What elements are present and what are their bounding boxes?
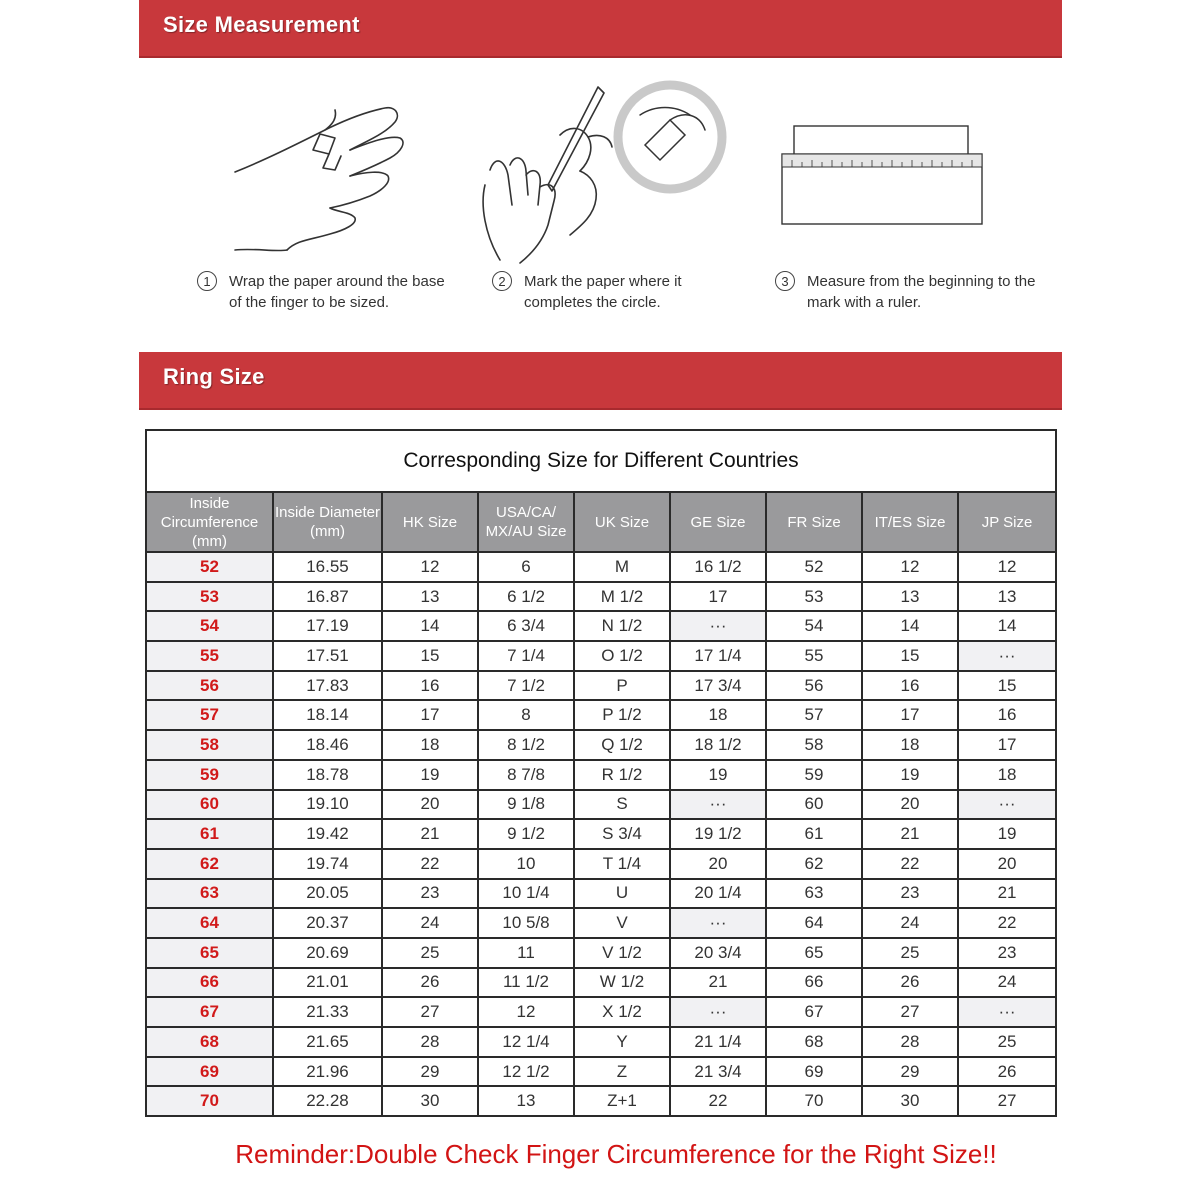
table-cell: 20 1/4: [670, 879, 766, 909]
table-cell: 19: [862, 760, 958, 790]
table-cell: 61: [766, 819, 862, 849]
table-cell: 16: [862, 671, 958, 701]
table-cell: 18: [862, 730, 958, 760]
table-cell: 70: [766, 1086, 862, 1116]
table-cell: 21.65: [273, 1027, 382, 1057]
table-cell: 18.78: [273, 760, 382, 790]
table-cell: 10 5/8: [478, 908, 574, 938]
table-cell: 19: [382, 760, 478, 790]
table-cell: 66: [766, 968, 862, 998]
table-cell: 53: [766, 582, 862, 612]
ruler-illustration: [778, 120, 988, 230]
table-cell: 12: [382, 552, 478, 582]
table-cell: 21 1/4: [670, 1027, 766, 1057]
circumference-cell: 62: [146, 849, 273, 879]
table-cell: 18.46: [273, 730, 382, 760]
circumference-cell: 64: [146, 908, 273, 938]
table-cell: 22: [862, 849, 958, 879]
table-row: [146, 938, 1056, 968]
table-cell: 19.10: [273, 790, 382, 820]
circumference-cell: 55: [146, 641, 273, 671]
table-cell: 25: [382, 938, 478, 968]
table-cell: 63: [766, 879, 862, 909]
table-cell: 28: [862, 1027, 958, 1057]
column-header: IT/ES Size: [862, 492, 958, 552]
table-row: [146, 1086, 1056, 1116]
table-row: [146, 641, 1056, 671]
table-cell: 21.01: [273, 968, 382, 998]
table-cell: P: [574, 671, 670, 701]
table-cell: 22.28: [273, 1086, 382, 1116]
table-cell: 18: [958, 760, 1056, 790]
table-cell: 21: [670, 968, 766, 998]
table-cell: 15: [382, 641, 478, 671]
circumference-cell: 67: [146, 997, 273, 1027]
table-cell: 21.33: [273, 997, 382, 1027]
table-cell: Z+1: [574, 1086, 670, 1116]
table-cell: 27: [958, 1086, 1056, 1116]
table-cell: 55: [766, 641, 862, 671]
table-row: [146, 730, 1056, 760]
table-cell: 13: [958, 582, 1056, 612]
table-cell: Y: [574, 1027, 670, 1057]
table-row: [146, 908, 1056, 938]
table-cell: 10 1/4: [478, 879, 574, 909]
table-cell: 16: [958, 700, 1056, 730]
table-row: [146, 879, 1056, 909]
table-cell: 11: [478, 938, 574, 968]
table-caption: Corresponding Size for Different Countries: [146, 430, 1056, 492]
table-cell: 24: [382, 908, 478, 938]
table-cell: 6: [478, 552, 574, 582]
table-cell: 21 3/4: [670, 1057, 766, 1087]
table-cell: 18 1/2: [670, 730, 766, 760]
reminder-text: Reminder:Double Check Finger Circumference for the Right Size!!: [235, 1139, 997, 1169]
table-cell: 10: [478, 849, 574, 879]
hand-wrap-illustration: [225, 90, 415, 265]
table-cell: 69: [766, 1057, 862, 1087]
table-cell: 52: [766, 552, 862, 582]
table-body: [146, 552, 1056, 1116]
table-cell: 19 1/2: [670, 819, 766, 849]
circumference-cell: 70: [146, 1086, 273, 1116]
table-cell: 65: [766, 938, 862, 968]
table-cell: ···: [958, 997, 1056, 1027]
ring-size-title: Ring Size: [163, 364, 265, 389]
table-cell: ···: [670, 997, 766, 1027]
table-cell: 23: [958, 938, 1056, 968]
table-cell: 25: [862, 938, 958, 968]
table-cell: 26: [958, 1057, 1056, 1087]
table-cell: ···: [670, 908, 766, 938]
table-cell: 11 1/2: [478, 968, 574, 998]
table-cell: V: [574, 908, 670, 938]
table-cell: 29: [862, 1057, 958, 1087]
table-cell: 26: [862, 968, 958, 998]
table-cell: 18: [670, 700, 766, 730]
table-cell: 29: [382, 1057, 478, 1087]
table-cell: 16.87: [273, 582, 382, 612]
table-cell: M 1/2: [574, 582, 670, 612]
size-measurement-banner: [139, 0, 1062, 58]
table-cell: 16.55: [273, 552, 382, 582]
table-cell: U: [574, 879, 670, 909]
table-cell: 30: [382, 1086, 478, 1116]
table-cell: ···: [670, 790, 766, 820]
table-cell: 20 3/4: [670, 938, 766, 968]
table-cell: 58: [766, 730, 862, 760]
table-cell: ···: [670, 611, 766, 641]
table-cell: V 1/2: [574, 938, 670, 968]
table-cell: 12: [478, 997, 574, 1027]
table-row: [146, 611, 1056, 641]
circumference-cell: 63: [146, 879, 273, 909]
table-cell: 27: [862, 997, 958, 1027]
table-cell: 19.42: [273, 819, 382, 849]
circumference-cell: 61: [146, 819, 273, 849]
column-header: HK Size: [382, 492, 478, 552]
table-cell: W 1/2: [574, 968, 670, 998]
circumference-cell: 58: [146, 730, 273, 760]
table-cell: 14: [862, 611, 958, 641]
table-row: [146, 700, 1056, 730]
table-cell: 19: [958, 819, 1056, 849]
table-cell: N 1/2: [574, 611, 670, 641]
step-number-3: 3: [775, 271, 795, 291]
table-cell: S: [574, 790, 670, 820]
circumference-cell: 65: [146, 938, 273, 968]
table-cell: 21: [382, 819, 478, 849]
table-cell: 21: [958, 879, 1056, 909]
table-cell: 25: [958, 1027, 1056, 1057]
table-cell: 18.14: [273, 700, 382, 730]
table-cell: 12: [862, 552, 958, 582]
table-header-row: [146, 492, 1056, 552]
table-cell: 60: [766, 790, 862, 820]
step-number-2: 2: [492, 271, 512, 291]
table-row: [146, 790, 1056, 820]
circumference-cell: 60: [146, 790, 273, 820]
table-cell: 17: [382, 700, 478, 730]
table-cell: M: [574, 552, 670, 582]
table-cell: X 1/2: [574, 997, 670, 1027]
table-cell: 20: [862, 790, 958, 820]
table-row: [146, 671, 1056, 701]
table-cell: 13: [382, 582, 478, 612]
circumference-cell: 54: [146, 611, 273, 641]
table-cell: 12: [958, 552, 1056, 582]
column-header: JP Size: [958, 492, 1056, 552]
table-cell: 57: [766, 700, 862, 730]
table-cell: 13: [862, 582, 958, 612]
circumference-cell: 57: [146, 700, 273, 730]
step-text-3: Measure from the beginning to the mark with a ruler.: [807, 273, 1036, 311]
size-measurement-title: Size Measurement: [163, 12, 360, 37]
table-row: [146, 552, 1056, 582]
table-cell: ···: [958, 641, 1056, 671]
table-cell: 23: [862, 879, 958, 909]
table-cell: 27: [382, 997, 478, 1027]
table-cell: 19: [670, 760, 766, 790]
table-cell: 7 1/2: [478, 671, 574, 701]
table-cell: 24: [958, 968, 1056, 998]
table-cell: 13: [478, 1086, 574, 1116]
table-cell: 21: [862, 819, 958, 849]
table-cell: 21.96: [273, 1057, 382, 1087]
table-cell: 16 1/2: [670, 552, 766, 582]
table-cell: 30: [862, 1086, 958, 1116]
table-cell: 17.83: [273, 671, 382, 701]
step-number-1: 1: [197, 271, 217, 291]
table-cell: 20: [382, 790, 478, 820]
table-cell: 19.74: [273, 849, 382, 879]
table-cell: 17.51: [273, 641, 382, 671]
circumference-cell: 53: [146, 582, 273, 612]
ring-size-banner: [139, 352, 1062, 410]
circumference-cell: 69: [146, 1057, 273, 1087]
table-cell: 18: [382, 730, 478, 760]
table-cell: 17: [862, 700, 958, 730]
table-cell: 28: [382, 1027, 478, 1057]
table-cell: T 1/4: [574, 849, 670, 879]
table-row: [146, 760, 1056, 790]
table-row: [146, 819, 1056, 849]
pencil-mark-illustration: [470, 75, 730, 265]
table-cell: 14: [958, 611, 1056, 641]
column-header: Inside Diameter (mm): [273, 492, 382, 552]
table-row: [146, 1027, 1056, 1057]
circumference-cell: 52: [146, 552, 273, 582]
table-cell: 22: [382, 849, 478, 879]
circumference-cell: 56: [146, 671, 273, 701]
table-cell: 17 3/4: [670, 671, 766, 701]
table-cell: 8 1/2: [478, 730, 574, 760]
table-cell: 15: [862, 641, 958, 671]
table-cell: 20.37: [273, 908, 382, 938]
table-cell: 12 1/4: [478, 1027, 574, 1057]
table-cell: 20.05: [273, 879, 382, 909]
table-cell: 26: [382, 968, 478, 998]
table-cell: Z: [574, 1057, 670, 1087]
table-cell: 9 1/2: [478, 819, 574, 849]
table-cell: 20: [958, 849, 1056, 879]
table-cell: 15: [958, 671, 1056, 701]
table-cell: 17: [670, 582, 766, 612]
table-row: [146, 997, 1056, 1027]
table-cell: 64: [766, 908, 862, 938]
table-cell: 8: [478, 700, 574, 730]
table-cell: 14: [382, 611, 478, 641]
table-cell: 20.69: [273, 938, 382, 968]
table-cell: 56: [766, 671, 862, 701]
circumference-cell: 68: [146, 1027, 273, 1057]
column-header: Inside Circumference (mm): [146, 492, 273, 552]
table-cell: ···: [958, 790, 1056, 820]
table-cell: 22: [958, 908, 1056, 938]
table-row: [146, 1057, 1056, 1087]
table-cell: R 1/2: [574, 760, 670, 790]
table-row: [146, 849, 1056, 879]
table-row: [146, 968, 1056, 998]
table-cell: 9 1/8: [478, 790, 574, 820]
table-cell: 17 1/4: [670, 641, 766, 671]
table-cell: 62: [766, 849, 862, 879]
circumference-cell: 66: [146, 968, 273, 998]
table-cell: 7 1/4: [478, 641, 574, 671]
table-cell: 8 7/8: [478, 760, 574, 790]
table-cell: 6 3/4: [478, 611, 574, 641]
table-cell: Q 1/2: [574, 730, 670, 760]
table-cell: 67: [766, 997, 862, 1027]
column-header: GE Size: [670, 492, 766, 552]
table-cell: 68: [766, 1027, 862, 1057]
step-text-2: Mark the paper where it completes the circle.: [524, 273, 682, 311]
table-cell: 22: [670, 1086, 766, 1116]
table-cell: 59: [766, 760, 862, 790]
table-cell: 16: [382, 671, 478, 701]
table-cell: 17: [958, 730, 1056, 760]
table-cell: 12 1/2: [478, 1057, 574, 1087]
table-cell: 23: [382, 879, 478, 909]
ring-size-table: [145, 429, 1057, 1117]
table-cell: 17.19: [273, 611, 382, 641]
column-header: UK Size: [574, 492, 670, 552]
table-cell: 54: [766, 611, 862, 641]
table-cell: O 1/2: [574, 641, 670, 671]
table-cell: 24: [862, 908, 958, 938]
column-header: FR Size: [766, 492, 862, 552]
step-text-1: Wrap the paper around the base of the finger to be sized.: [229, 273, 445, 311]
table-row: [146, 582, 1056, 612]
table-cell: 20: [670, 849, 766, 879]
table-cell: S 3/4: [574, 819, 670, 849]
table-cell: P 1/2: [574, 700, 670, 730]
circumference-cell: 59: [146, 760, 273, 790]
table-cell: 6 1/2: [478, 582, 574, 612]
column-header: USA/CA/ MX/AU Size: [478, 492, 574, 552]
